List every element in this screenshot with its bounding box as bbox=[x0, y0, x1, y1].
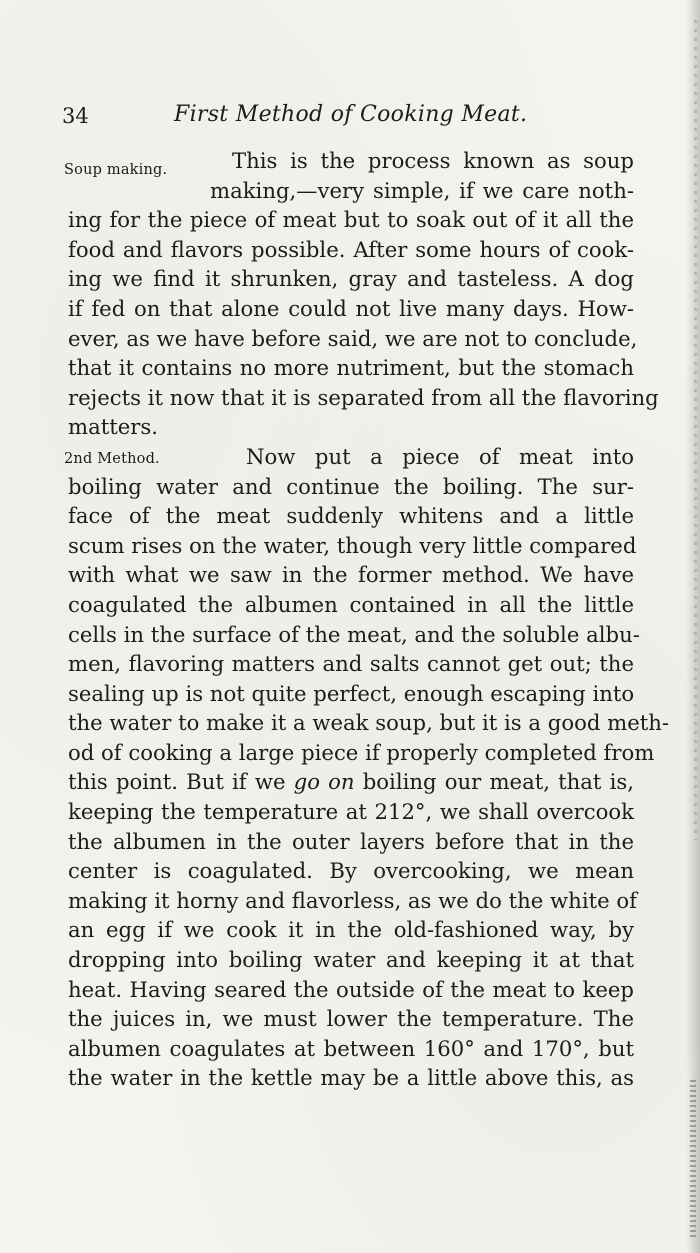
text-line: the water in the kettle may be a little above this, as bbox=[68, 1065, 634, 1091]
text-line: coagulated the albumen contained in all the little bbox=[68, 591, 634, 617]
text-line: ing we find it shrunken, gray and tasteless. A dog bbox=[68, 266, 634, 292]
text-line: keeping the temperature at 212°, we shall overcook bbox=[68, 799, 634, 825]
text-line: sealing up is not quite perfect, enough escaping into bbox=[68, 680, 635, 706]
page-edge bbox=[686, 0, 700, 1253]
text-line: making it horny and flavorless, as we do the white of bbox=[68, 887, 637, 913]
text-line: men, flavoring matters and salts cannot get out; the bbox=[68, 651, 634, 677]
text-line: heat. Having seared the outside of the meat to keep bbox=[68, 976, 634, 1002]
body-text bbox=[64, 146, 670, 1093]
text-line: food and flavors possible. After some hours of cook- bbox=[68, 236, 634, 262]
text-run: this point. But if we bbox=[68, 769, 294, 795]
text-line: if fed on that alone could not live many days. How- bbox=[68, 295, 634, 321]
text-line-with-emphasis bbox=[68, 767, 634, 797]
text-line: od of cooking a large piece if properly completed from bbox=[68, 739, 655, 765]
text-line: that it contains no more nutriment, but the stomach bbox=[68, 355, 634, 381]
emphasis-text: go on bbox=[293, 769, 355, 795]
text-line: rejects it now that it is separated from all the flavoring bbox=[68, 384, 659, 410]
page-number: 34 bbox=[62, 104, 89, 128]
text-line: ing for the piece of meat but to soak out of it all the bbox=[68, 207, 634, 233]
text-line: the juices in, we must lower the temperature. The bbox=[68, 1006, 634, 1032]
text-line: the water to make it a weak soup, but it is a good meth- bbox=[68, 710, 670, 736]
text-line: making,—very simple, if we care noth- bbox=[210, 177, 634, 203]
text-run: boiling our meat, that is, bbox=[354, 769, 634, 795]
page-header bbox=[62, 100, 642, 134]
text-line: face of the meat suddenly whitens and a little bbox=[68, 503, 634, 529]
text-line: an egg if we cook it in the old-fashioned way, by bbox=[68, 917, 634, 943]
text-line: scum rises on the water, though very little compared bbox=[68, 532, 637, 558]
text-line: the albumen in the outer layers before that in the bbox=[68, 828, 634, 854]
text-line: matters. bbox=[68, 414, 159, 440]
text-line: albumen coagulates at between 160° and 170°, but bbox=[68, 1035, 634, 1061]
text-line: center is coagulated. By overcooking, we mean bbox=[68, 858, 634, 884]
sidenote-soup-making: Soup making. bbox=[64, 162, 168, 178]
running-head: First Method of Cooking Meat. bbox=[174, 102, 528, 127]
sidenote-second-method: 2nd Method. bbox=[64, 451, 160, 467]
text-line: boiling water and continue the boiling. The sur- bbox=[68, 473, 634, 499]
text-line: with what we saw in the former method. We have bbox=[68, 562, 634, 588]
text-line: Now put a piece of meat into bbox=[246, 443, 634, 469]
text-line: This is the process known as soup bbox=[232, 148, 634, 173]
text-line: dropping into boiling water and keeping it at that bbox=[68, 947, 634, 973]
text-line: cells in the surface of the meat, and the soluble albu- bbox=[68, 621, 640, 647]
text-line: ever, as we have before said, we are not to conclude, bbox=[68, 325, 638, 351]
